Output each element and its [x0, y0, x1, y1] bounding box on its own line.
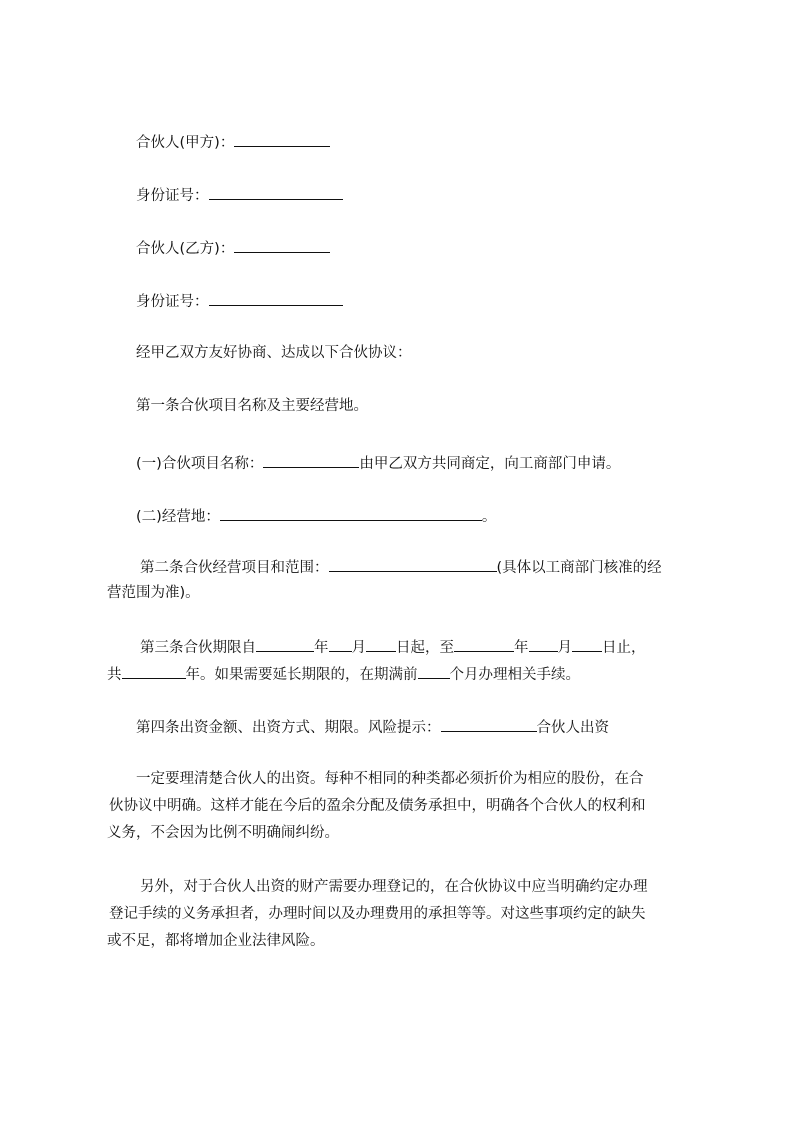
party-a-blank [234, 131, 330, 147]
party-a-id-blank [209, 184, 343, 200]
para2-line3-text: 或不足，都将增加企业法律风险。 [107, 933, 325, 949]
article2-line2 [107, 583, 200, 603]
article3-day2-blank [572, 636, 602, 652]
article4-blank [441, 716, 537, 732]
article3-line2-part3: 个月办理相关手续。 [449, 667, 580, 683]
item1-suffix: 由甲乙双方共同商定，向工商部门申请。 [359, 456, 621, 472]
article1-title-line [136, 396, 368, 416]
article4-suffix: 合伙人出资 [536, 720, 609, 736]
para2-line2-text: 登记手续的义务承担者，办理时间以及办理费用的承担等等。对这些事项约定的缺失 [109, 906, 646, 922]
article3-months-blank [418, 663, 450, 679]
para1-line2-text: 伙协议中明确。这样才能在今后的盈余分配及债务承担中，明确各个合伙人的权利和 [109, 798, 646, 814]
party-b-id-blank [209, 290, 343, 306]
party-a-line [136, 131, 330, 151]
party-b-id-line [136, 290, 343, 310]
article3-day2: 日止， [602, 640, 646, 656]
article3-part1: 第三条合伙期限自 [140, 640, 256, 656]
para1-line3-text: 义务，不会因为比例不明确闹纠纷。 [107, 825, 339, 841]
item1-blank [263, 452, 359, 468]
party-a-id-line [136, 184, 343, 204]
para1-line1-text: 一定要理清楚合伙人的出资。每种不相同的种类都必须折价为相应的股份，在合 [136, 771, 644, 787]
article3-year2: 年 [514, 640, 529, 656]
article3-line1 [140, 636, 646, 656]
article1-title: 第一条合伙项目名称及主要经营地。 [136, 398, 368, 414]
article2-line2-text: 营范围为准)。 [107, 585, 200, 601]
article3-day1-blank [366, 636, 396, 652]
article3-year1-blank [256, 636, 314, 652]
article3-year1: 年 [314, 640, 329, 656]
party-b-label: 合伙人(乙方)： [136, 241, 235, 257]
article3-month1-blank [329, 636, 352, 652]
party-a-label: 合伙人(甲方)： [136, 135, 235, 151]
item2-suffix: 。 [481, 509, 497, 525]
intro-text: 经甲乙双方友好协商、达成以下合伙协议： [136, 345, 412, 361]
para2-line2 [109, 904, 646, 924]
article2-prefix: 第二条合伙经营项目和范围： [140, 560, 329, 576]
para1-line1 [136, 769, 644, 789]
para1-line3 [107, 823, 339, 843]
para2-line1-text: 另外，对于合伙人出资的财产需要办理登记的，在合伙协议中应当明确约定办理 [140, 879, 648, 895]
article4-prefix: 第四条出资金额、出资方式、期限。风险提示： [136, 720, 441, 736]
party-a-id-label: 身份证号： [136, 188, 209, 204]
para1-line2 [109, 796, 646, 816]
item1-prefix: (一)合伙项目名称： [136, 456, 264, 472]
article2-blank [329, 556, 497, 572]
article3-years-blank [122, 663, 186, 679]
party-b-blank [234, 237, 330, 253]
article3-year2-blank [454, 636, 514, 652]
party-b-line [136, 237, 330, 257]
para2-line1 [140, 877, 648, 897]
para2-line3 [107, 931, 325, 951]
item1-line [136, 452, 620, 472]
article2-line1 [140, 556, 662, 576]
article3-month2: 月 [557, 640, 572, 656]
article3-month1: 月 [351, 640, 366, 656]
item2-prefix: (二)经营地： [136, 509, 220, 525]
article3-day1: 日起，至 [396, 640, 454, 656]
party-b-id-label: 身份证号： [136, 294, 209, 310]
intro-line [136, 343, 412, 363]
article3-line2-part2: 年。如果需要延长期限的，在期满前 [185, 667, 418, 683]
article2-suffix: (具体以工商部门核准的经 [496, 560, 662, 576]
item2-blank [220, 505, 482, 521]
item2-line [136, 505, 496, 525]
article3-month2-blank [529, 636, 558, 652]
article3-line2-part1: 共 [107, 667, 122, 683]
article3-line2 [107, 663, 580, 683]
article4-line [136, 716, 609, 736]
